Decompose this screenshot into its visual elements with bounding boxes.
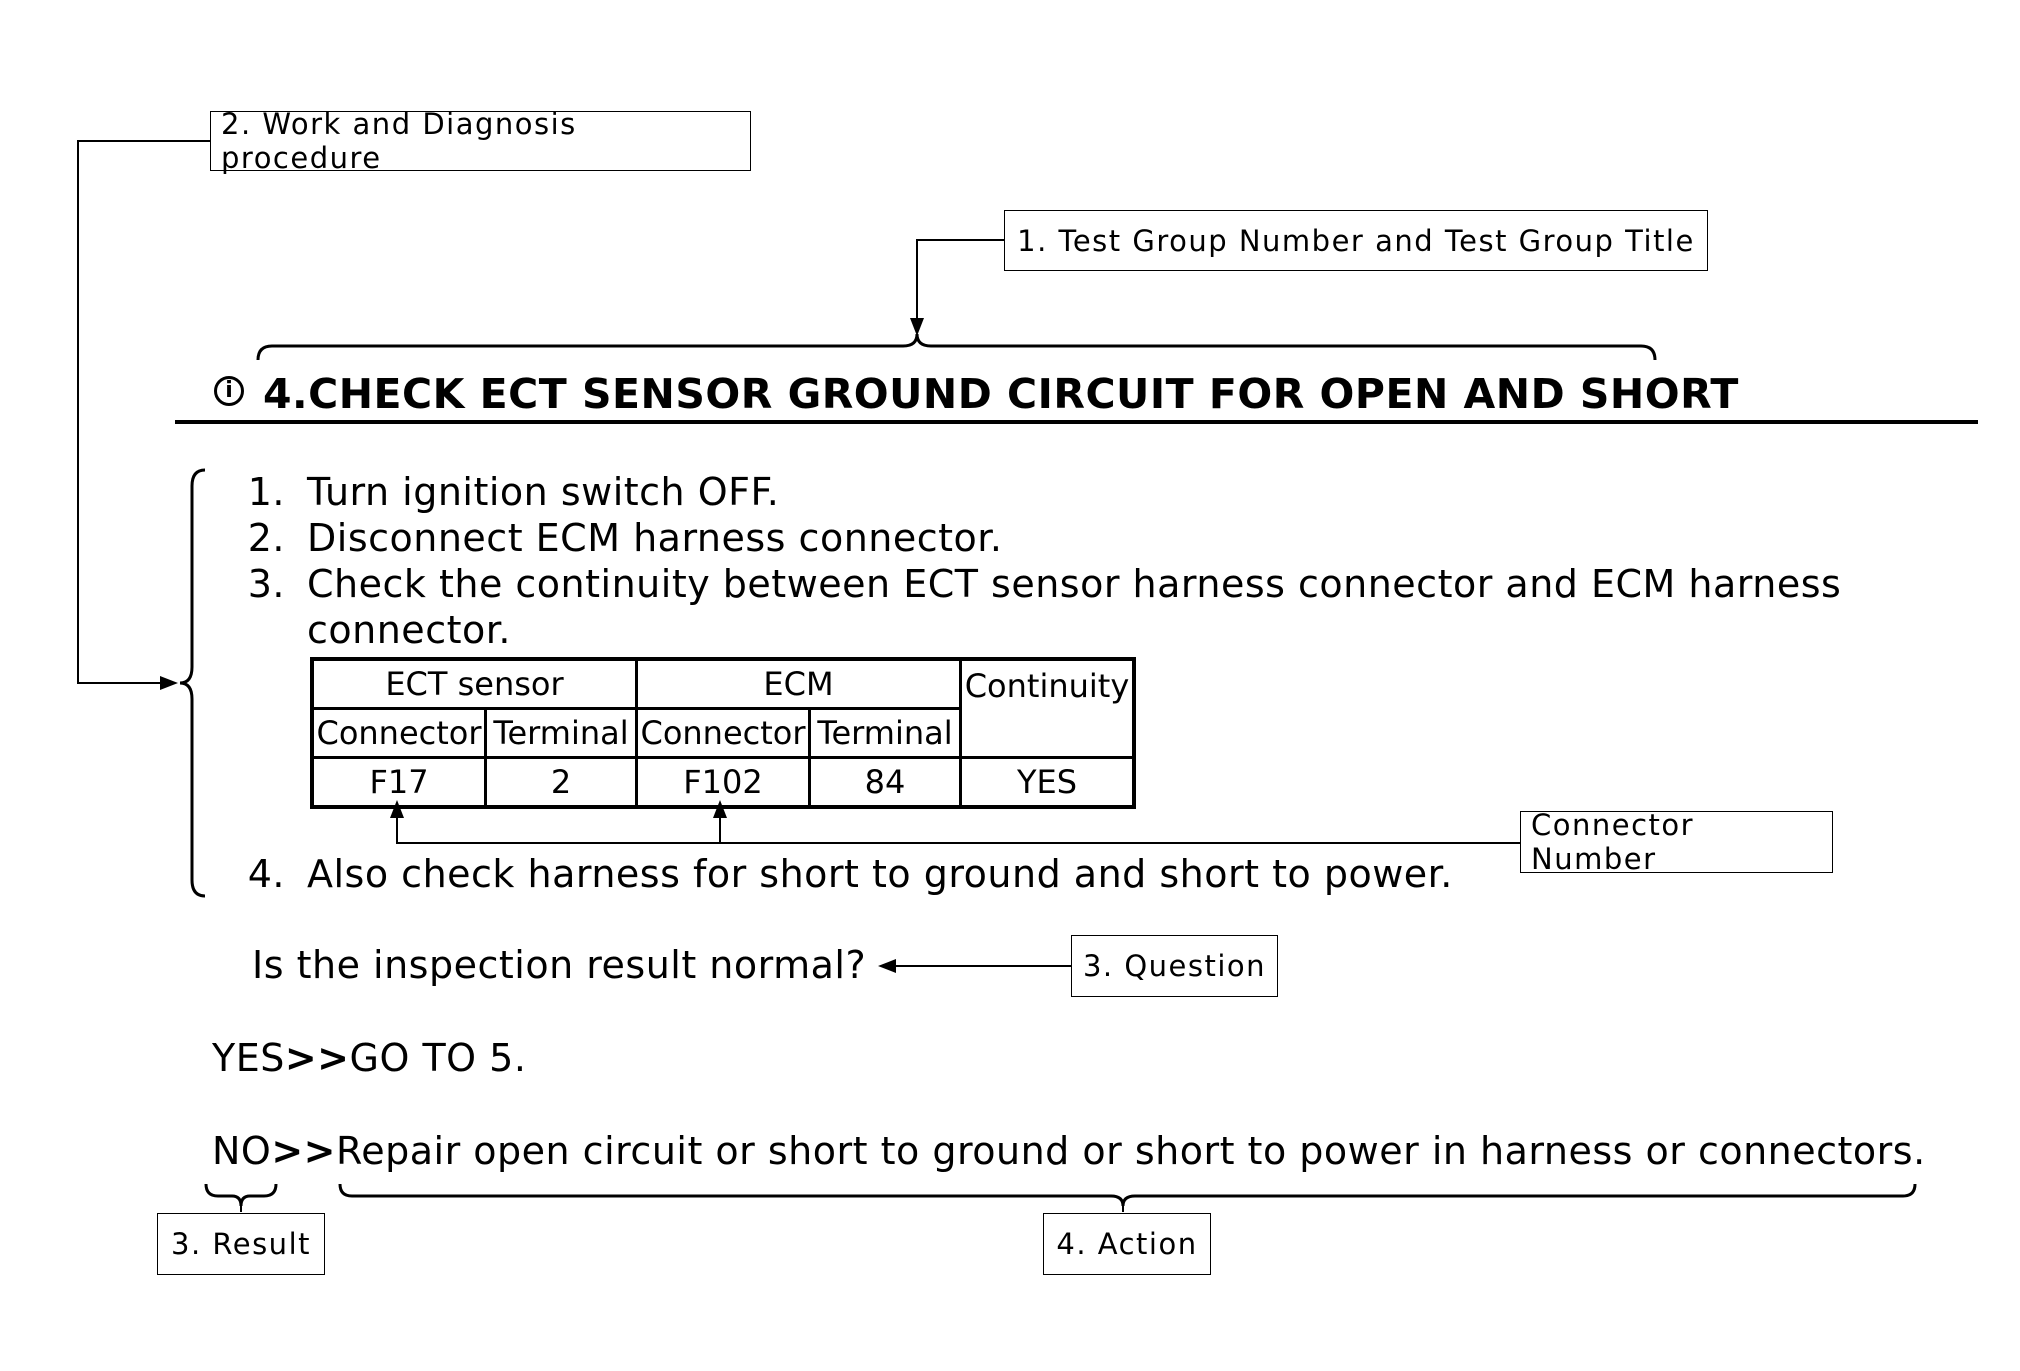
info-icon: i (214, 376, 244, 406)
no-arrow: >> (271, 1129, 337, 1173)
callout-question-label: 3. Question (1082, 949, 1267, 983)
step-1-number: 1. (247, 470, 285, 514)
callout-work-procedure (210, 107, 751, 175)
callout-action (1043, 1213, 1211, 1275)
cell-ecm-terminal: 84 (810, 758, 961, 808)
table-header-ecm: ECM (637, 659, 961, 709)
yes-label: YES (212, 1036, 285, 1080)
arrowhead-test-group (910, 318, 924, 336)
callout-action-label: 4. Action (1056, 1227, 1198, 1261)
cell-continuity: YES (961, 758, 1135, 808)
callout-question (1071, 935, 1278, 997)
callout-connector-number-label: Connector Number (1531, 808, 1695, 876)
step-3-text: Check the continuity between ECT sensor harness connector and ECM harness (307, 562, 1842, 606)
yes-arrow: >> (284, 1036, 350, 1080)
arrowhead-question (878, 959, 896, 973)
cell-ect-connector: F17 (312, 758, 486, 808)
callout-test-group (1004, 210, 1708, 271)
table-header-ect-sensor: ECT sensor (312, 659, 637, 709)
steps-brace (180, 470, 205, 896)
table-header-continuity: Continuity (961, 659, 1135, 758)
table-header-terminal-1: Terminal (486, 709, 637, 758)
step-2-text: Disconnect ECM harness connector. (307, 516, 1003, 560)
inspection-question: Is the inspection result normal? (252, 943, 867, 987)
callout-result (157, 1213, 325, 1275)
title-brace (258, 334, 1655, 360)
callout-result-label: 3. Result (171, 1227, 311, 1261)
step-3-text-line-2: connector. (307, 608, 511, 652)
connector-number-leader (397, 810, 1520, 843)
yes-result-line (212, 1036, 526, 1080)
test-group-leader (917, 240, 1004, 318)
result-brace (206, 1184, 276, 1206)
step-3-number: 3. (247, 562, 285, 606)
cell-ecm-connector: F102 (637, 758, 810, 808)
step-1-text: Turn ignition switch OFF. (307, 470, 780, 514)
cell-ect-terminal: 2 (486, 758, 637, 808)
continuity-table (310, 657, 1136, 809)
step-2-number: 2. (247, 516, 285, 560)
no-action: Repair open circuit or short to ground or short to power in harness or connectors. (336, 1129, 1926, 1173)
page-title: 4.CHECK ECT SENSOR GROUND CIRCUIT FOR OPEN AND SHORT (263, 370, 1739, 418)
table-row (312, 758, 1134, 808)
no-label: NO (212, 1129, 272, 1173)
table-header-connector-2: Connector (637, 709, 810, 758)
step-4-text: Also check harness for short to ground and short to power. (307, 852, 1453, 896)
no-result-line (212, 1129, 1926, 1173)
table-header-terminal-2: Terminal (810, 709, 961, 758)
work-procedure-leader (78, 141, 210, 683)
callout-work-procedure-label: 2. Work and Diagnosis procedure (221, 107, 577, 175)
callout-test-group-label: 1. Test Group Number and Test Group Title (1017, 223, 1695, 258)
table-header-connector-1: Connector (312, 709, 486, 758)
arrowhead-work (160, 676, 178, 690)
callout-connector-number (1520, 808, 1833, 876)
step-3-continuation (307, 608, 511, 652)
yes-action: GO TO 5. (349, 1036, 527, 1080)
table-header-row-1 (312, 659, 1134, 709)
action-brace (340, 1184, 1915, 1206)
step-4-number: 4. (247, 852, 285, 896)
